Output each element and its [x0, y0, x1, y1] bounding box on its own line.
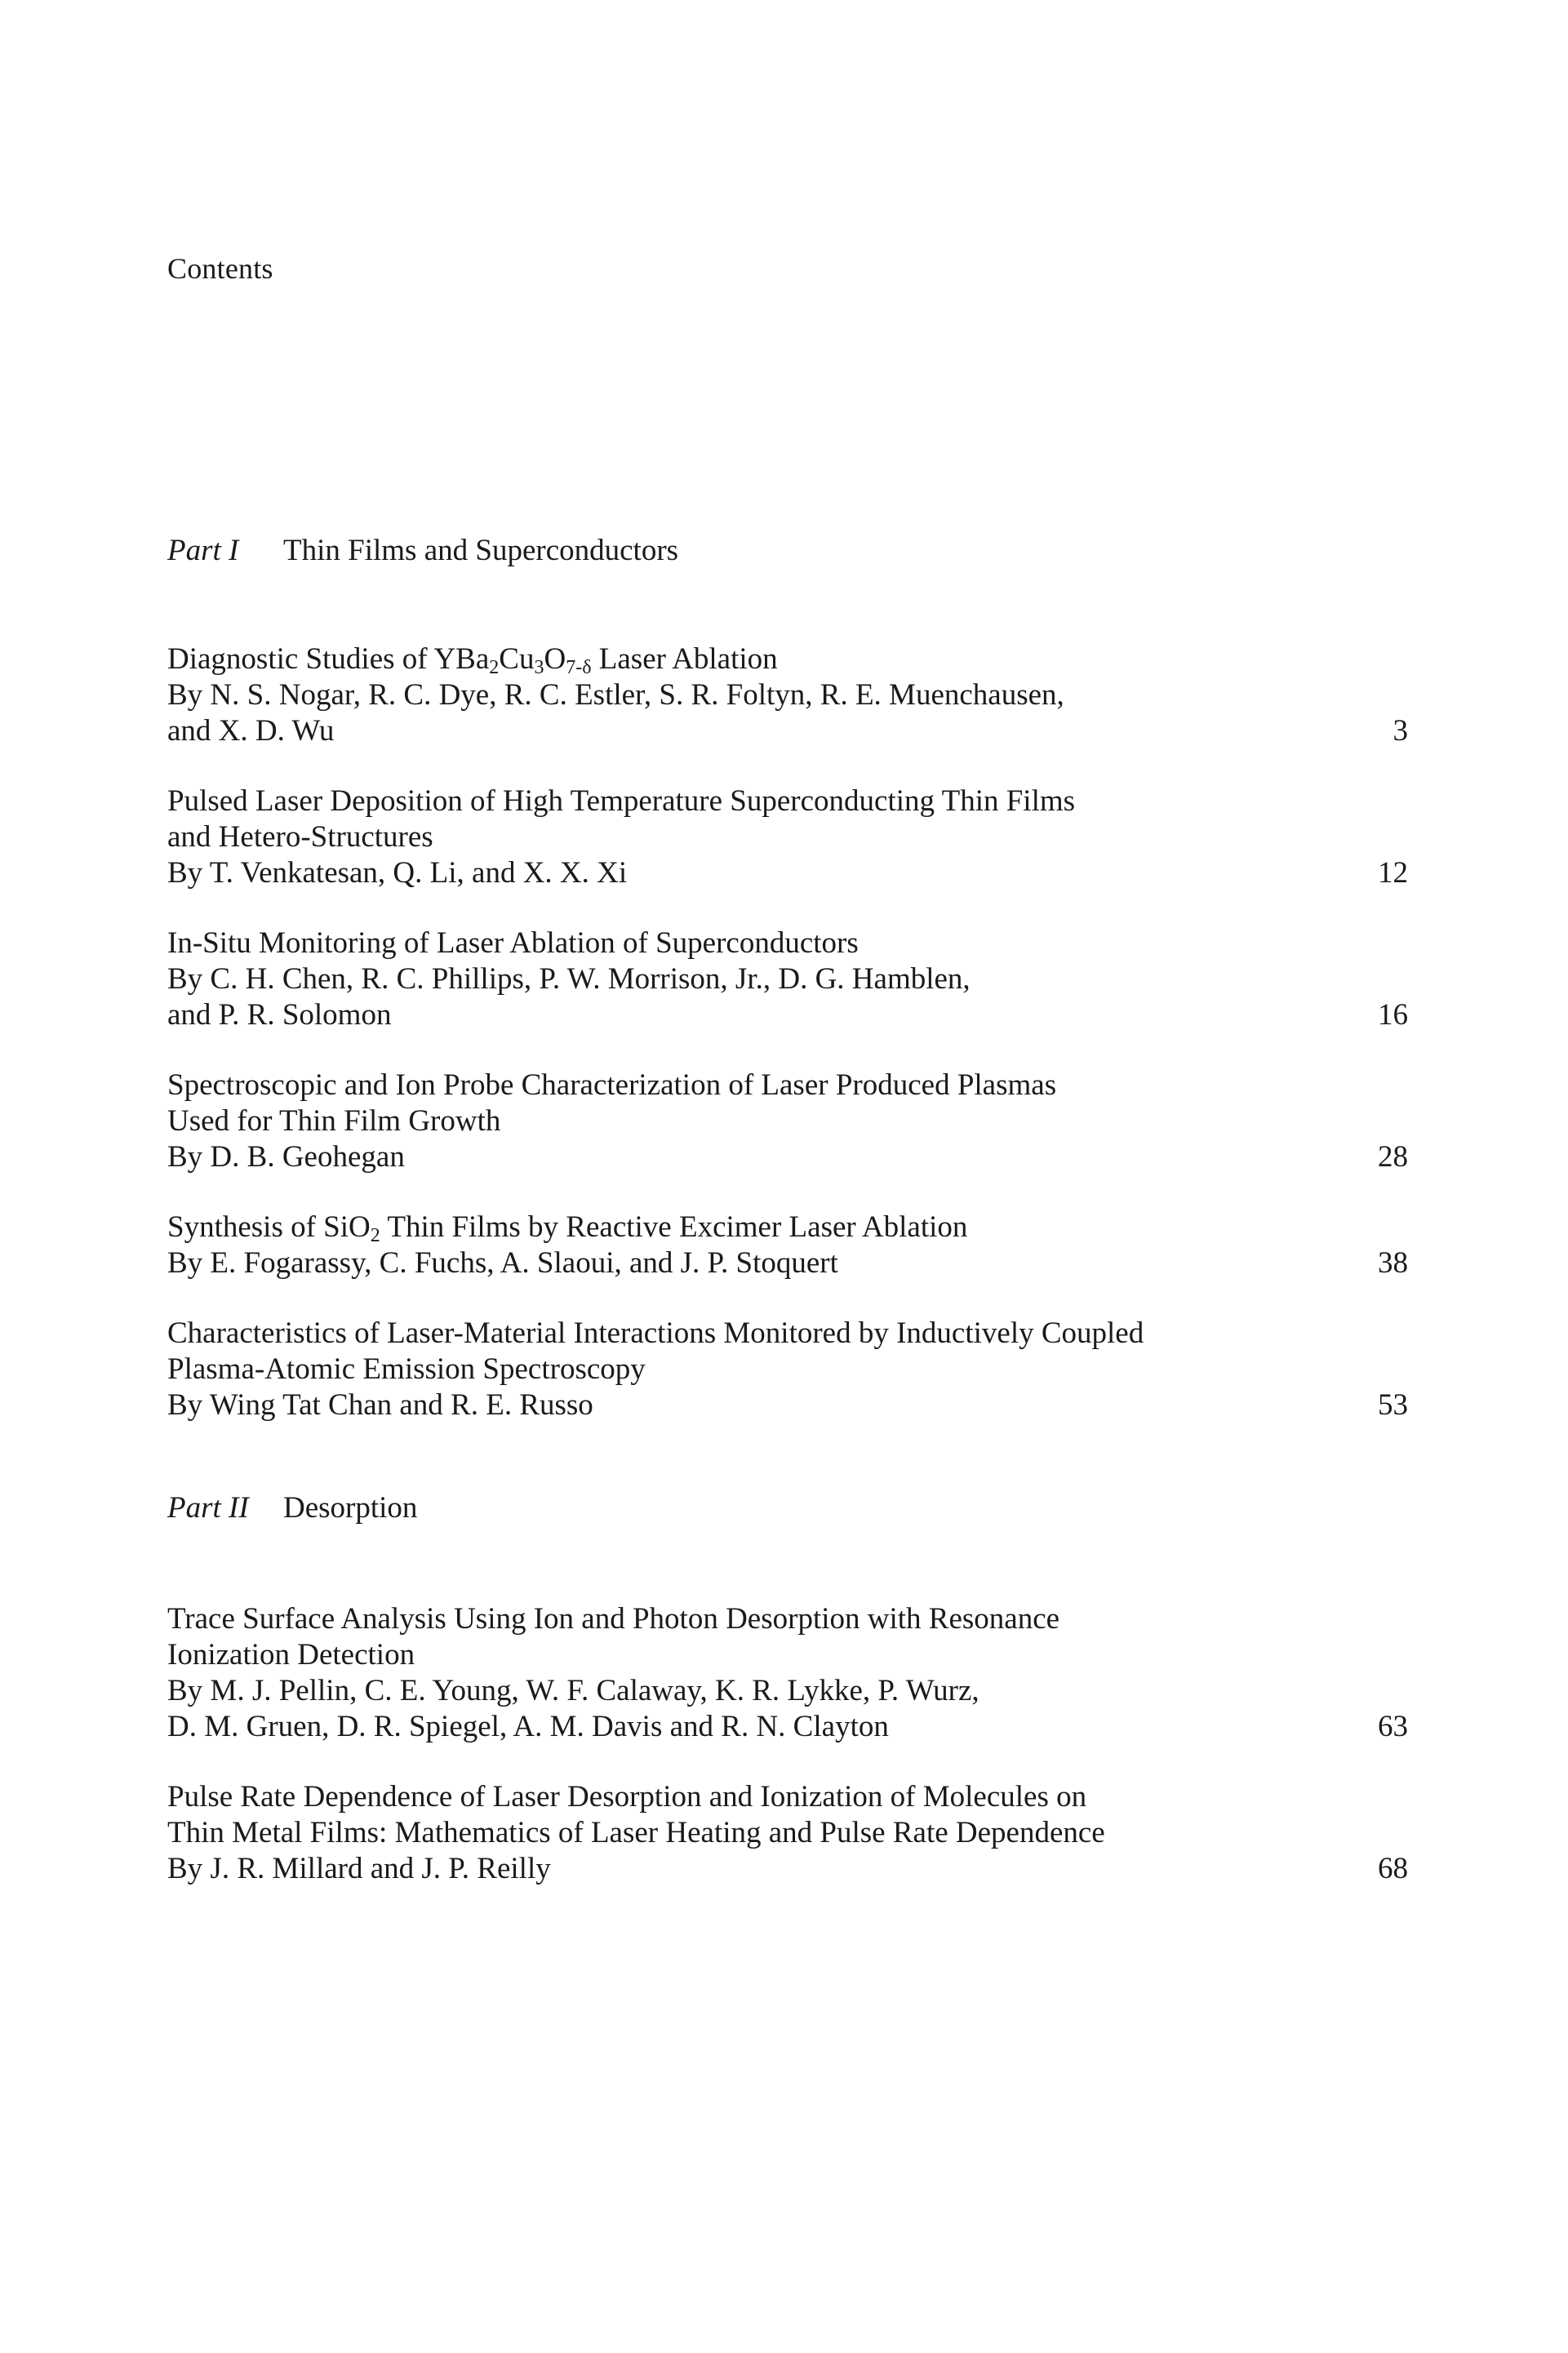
entry-authors: By Wing Tat Chan and R. E. Russo [167, 1388, 593, 1422]
entry-title: Characteristics of Laser-Material Interactions Monitored by Inductively Coupled [167, 1316, 1144, 1350]
page-number: 16 [1378, 998, 1408, 1032]
toc-entry[interactable] [167, 926, 1408, 1033]
part-label: Part I [167, 534, 239, 567]
page-number: 63 [1378, 1710, 1408, 1743]
entry-title: and Hetero-Structures [167, 820, 433, 854]
entry-authors: D. M. Gruen, D. R. Spiegel, A. M. Davis and R. N. Clayton [167, 1710, 889, 1743]
page-number: 28 [1378, 1140, 1408, 1174]
toc-entry[interactable] [167, 1601, 1408, 1745]
entry-title: Used for Thin Film Growth [167, 1104, 501, 1138]
part-title: Thin Films and Superconductors [283, 534, 679, 567]
toc-entry[interactable] [167, 642, 1408, 749]
toc-entry[interactable] [167, 1210, 1408, 1281]
page-number: 3 [1393, 714, 1408, 748]
entry-title: Pulse Rate Dependence of Laser Desorption and Ionization of Molecules on [167, 1780, 1087, 1814]
entry-title: Thin Metal Films: Mathematics of Laser Heating and Pulse Rate Dependence [167, 1816, 1105, 1849]
toc-entry[interactable] [167, 1068, 1408, 1175]
part-heading [167, 533, 678, 568]
part-heading [167, 1490, 417, 1525]
page-number: 38 [1378, 1246, 1408, 1280]
entry-title: Diagnostic Studies of $YBa_2Cu_3O_{7-\delta}$ Laser Ablation [167, 642, 778, 678]
entry-authors: By M. J. Pellin, C. E. Young, W. F. Calaway, K. R. Lykke, P. Wurz, [167, 1674, 979, 1707]
part-label: Part II [167, 1491, 249, 1525]
page-title: Contents [167, 252, 273, 285]
page-number: 53 [1378, 1388, 1408, 1422]
page-number: 68 [1378, 1852, 1408, 1885]
entry-authors: By N. S. Nogar, R. C. Dye, R. C. Estler, S. R. Foltyn, R. E. Muenchausen, [167, 678, 1064, 712]
entry-authors: By D. B. Geohegan [167, 1140, 405, 1174]
entry-authors: By E. Fogarassy, C. Fuchs, A. Slaoui, and J. P. Stoquert [167, 1246, 838, 1280]
entry-title: Pulsed Laser Deposition of High Temperature Superconducting Thin Films [167, 784, 1076, 818]
entry-title: Ionization Detection [167, 1638, 415, 1672]
entry-authors: and X. D. Wu [167, 714, 335, 748]
entry-title: Spectroscopic and Ion Probe Characterization of Laser Produced Plasmas [167, 1068, 1057, 1102]
entry-authors: and P. R. Solomon [167, 998, 392, 1032]
entry-authors: By T. Venkatesan, Q. Li, and X. X. Xi [167, 856, 628, 890]
entry-authors: By C. H. Chen, R. C. Phillips, P. W. Morrison, Jr., D. G. Hamblen, [167, 962, 971, 996]
part-title: Desorption [283, 1491, 418, 1525]
page-number: 12 [1378, 856, 1408, 890]
entry-title: Plasma-Atomic Emission Spectroscopy [167, 1352, 646, 1386]
entry-title: Trace Surface Analysis Using Ion and Photon Desorption with Resonance [167, 1602, 1060, 1636]
entry-authors: By J. R. Millard and J. P. Reilly [167, 1852, 551, 1885]
toc-entry[interactable] [167, 1316, 1408, 1423]
entry-title: Synthesis of SiO$_2$ Thin Films by Reactive Excimer Laser Ablation [167, 1210, 968, 1246]
entry-title: In-Situ Monitoring of Laser Ablation of Superconductors [167, 926, 859, 960]
toc-entry[interactable] [167, 784, 1408, 891]
toc-entry[interactable] [167, 1779, 1408, 1887]
